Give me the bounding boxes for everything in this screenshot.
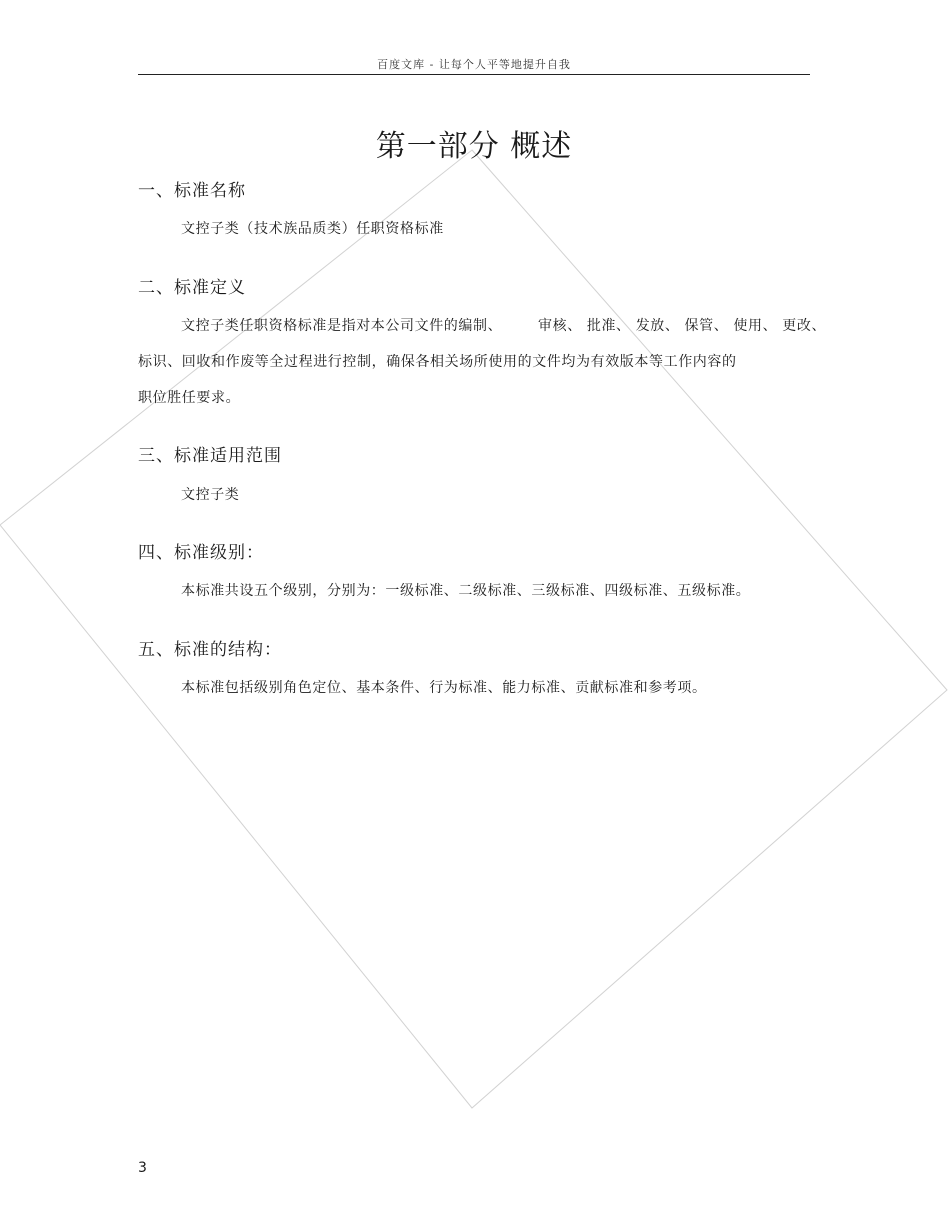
section-heading-scope: 三、标准适用范围 [138,446,282,466]
definition-line-1b: 审核、 批准、 发放、 保管、 使用、 更改、 [538,318,827,334]
section-heading-standard-name: 一、标准名称 [138,181,246,201]
definition-line-2: 标识、回收和作废等全过程进行控制，确保各相关场所使用的文件均为有效版本等工作内容的 [138,354,737,370]
section-text-scope: 文控子类 [181,487,240,503]
definition-line-3: 职位胜任要求。 [138,390,241,406]
page-header: 百度文库 - 让每个人平等地提升自我 [377,58,571,71]
definition-line-1a: 文控子类任职资格标准是指对本公司文件的编制、 [181,318,503,334]
section-heading-structure: 五、标准的结构： [138,640,282,660]
section-text-structure: 本标准包括级别角色定位、基本条件、行为标准、能力标准、贡献标准和参考项。 [181,680,707,696]
page-number: 3 [138,1160,147,1176]
page-title: 第一部分 概述 [375,129,573,164]
section-text-standard-name: 文控子类（技术族品质类）任职资格标准 [181,221,444,237]
section-text-levels: 本标准共设五个级别，分别为：一级标准、二级标准、三级标准、四级标准、五级标准。 [181,583,751,599]
section-heading-standard-definition: 二、标准定义 [138,278,246,298]
section-heading-levels: 四、标准级别： [138,543,264,563]
header-rule [138,74,810,75]
